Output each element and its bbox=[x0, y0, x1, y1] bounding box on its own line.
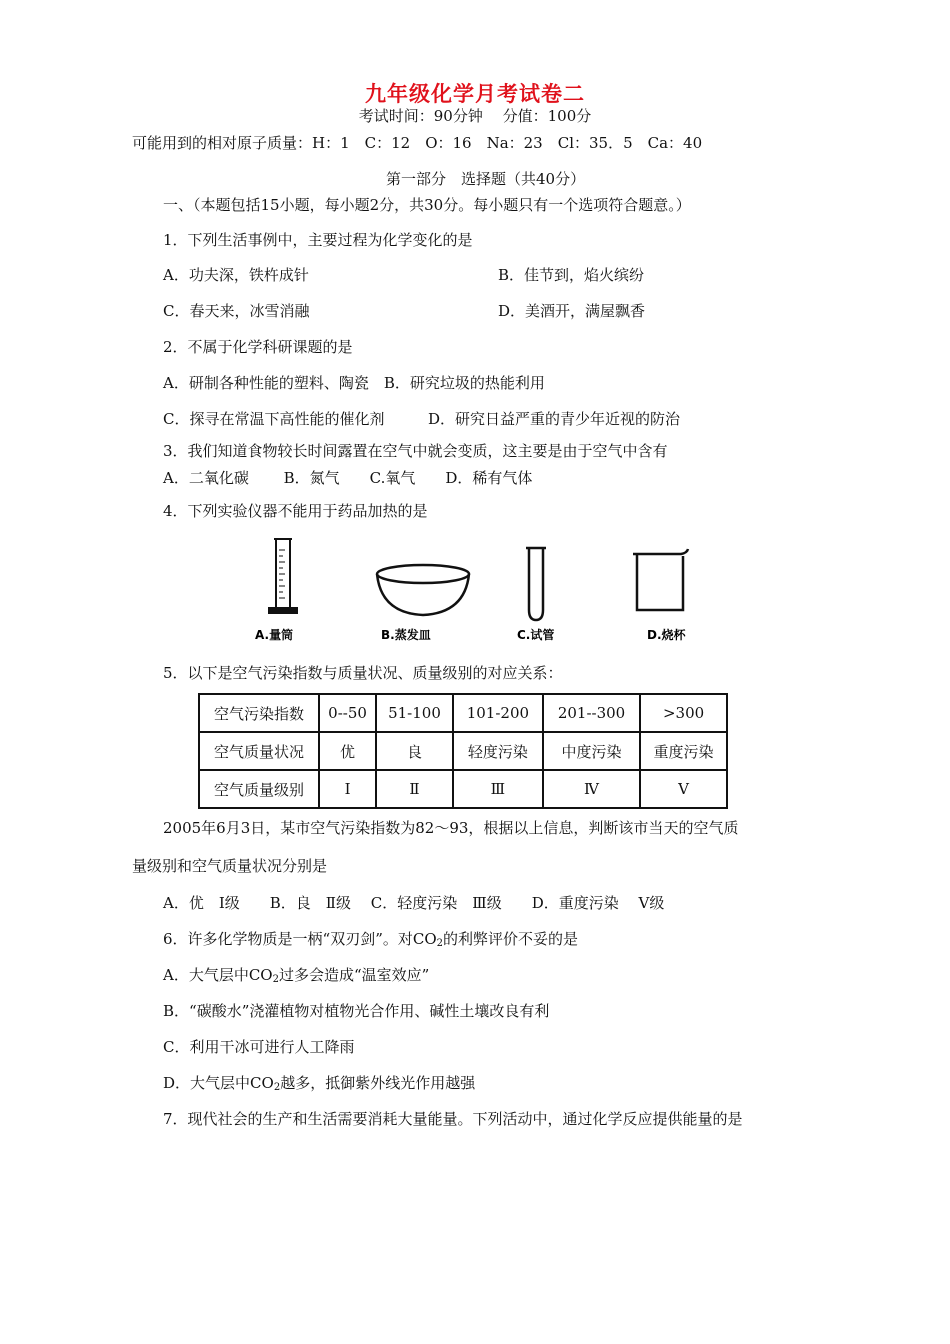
q3-options: A．二氧化碳 B．氮气 C.氧气 D．稀有气体 bbox=[163, 469, 533, 487]
test-tube-icon bbox=[526, 548, 546, 620]
table-row bbox=[199, 770, 727, 808]
atomic-mass-note: 可能用到的相对原子质量：H：1 C：12 O：16 Na：23 Cl：35．5 Ca：40 bbox=[132, 134, 703, 152]
q5-stem: 5．以下是空气污染指数与质量状况、质量级别的对应关系： bbox=[163, 664, 563, 682]
table-cell: 空气质量状况 bbox=[199, 732, 319, 770]
exam-title: 九年级化学月考试卷二 bbox=[365, 82, 585, 106]
q5-options: A．优 Ⅰ级 B．良 Ⅱ级 C．轻度污染 Ⅲ级 D．重度污染 Ⅴ级 bbox=[163, 894, 665, 912]
q3-stem: 3．我们知道食物较长时间露置在空气中就会变质，这主要是由于空气中含有 bbox=[163, 442, 668, 460]
q2-option-c: C．探寻在常温下高性能的催化剂 bbox=[163, 410, 385, 428]
evaporating-dish-icon bbox=[377, 565, 469, 615]
q5-context-line-1: 2005年6月3日，某市空气污染指数为82～93，根据以上信息，判断该市当天的空气质 bbox=[163, 819, 739, 837]
q5-context-line-2: 量级别和空气质量状况分别是 bbox=[132, 857, 328, 875]
table-cell: Ⅱ bbox=[376, 770, 453, 808]
table-cell: Ⅳ bbox=[543, 770, 640, 808]
air-quality-table bbox=[198, 693, 728, 809]
table-cell: 101-200 bbox=[453, 694, 543, 732]
part-one-heading: 第一部分 选择题（共40分） bbox=[386, 170, 586, 188]
q6-option-d: D．大气层中$CO_2$越多，抵御紫外线光作用越强 bbox=[163, 1074, 476, 1093]
q6-option-a: A．大气层中$CO_2$过多会造成“温室效应” bbox=[163, 966, 430, 985]
q7-stem: 7．现代社会的生产和生活需要消耗大量能量。下列活动中，通过化学反应提供能量的是 bbox=[163, 1110, 743, 1128]
q1-option-d: D．美酒开，满屋飘香 bbox=[498, 302, 646, 320]
q1-option-a: A．功夫深，铁杵成针 bbox=[163, 266, 309, 284]
table-cell: 重度污染 bbox=[640, 732, 727, 770]
table-cell: 51-100 bbox=[376, 694, 453, 732]
q2-option-d: D．研究日益严重的青少年近视的防治 bbox=[428, 410, 681, 428]
q1-stem: 1．下列生活事例中，主要过程为化学变化的是 bbox=[163, 231, 473, 249]
table-cell: 201--300 bbox=[543, 694, 640, 732]
label-d: D.烧杯 bbox=[647, 628, 686, 642]
label-c: C.试管 bbox=[517, 628, 555, 642]
q2-options-ab: A．研制各种性能的塑料、陶瓷 B．研究垃圾的热能利用 bbox=[163, 374, 545, 392]
q2-stem: 2．不属于化学科研课题的是 bbox=[163, 338, 353, 356]
q6-stem: 6．许多化学物质是一柄“双刃剑”。对$CO_2$的利弊评价不妥的是 bbox=[163, 930, 579, 949]
section-one-instructions: 一、（本题包括15小题，每小题2分，共30分。每小题只有一个选项符合题意。） bbox=[163, 196, 691, 214]
table-row bbox=[199, 694, 727, 732]
table-cell: 优 bbox=[319, 732, 376, 770]
lab-apparatus-figure bbox=[245, 536, 715, 648]
table-cell: 空气质量级别 bbox=[199, 770, 319, 808]
table-cell: 0--50 bbox=[319, 694, 376, 732]
q1-option-b: B．佳节到，焰火缤纷 bbox=[498, 266, 645, 284]
q1-option-c: C．春天来，冰雪消融 bbox=[163, 302, 310, 320]
table-cell: 中度污染 bbox=[543, 732, 640, 770]
exam-info: 考试时间：90分钟 分值：100分 bbox=[358, 107, 592, 125]
table-row bbox=[199, 732, 727, 770]
q6-option-c: C．利用干冰可进行人工降雨 bbox=[163, 1038, 355, 1056]
q4-stem: 4．下列实验仪器不能用于药品加热的是 bbox=[163, 502, 428, 520]
q6-option-b: B．“碳酸水”浇灌植物对植物光合作用、碱性土壤改良有利 bbox=[163, 1002, 550, 1020]
table-cell: 良 bbox=[376, 732, 453, 770]
table-cell: Ⅲ bbox=[453, 770, 543, 808]
beaker-icon bbox=[633, 549, 688, 610]
table-cell: 空气污染指数 bbox=[199, 694, 319, 732]
graduated-cylinder-icon bbox=[269, 539, 297, 613]
table-cell: 轻度污染 bbox=[453, 732, 543, 770]
table-cell: Ⅰ bbox=[319, 770, 376, 808]
label-a: A.量筒 bbox=[255, 628, 294, 642]
table-cell: Ⅴ bbox=[640, 770, 727, 808]
label-b: B.蒸发皿 bbox=[381, 628, 431, 642]
table-cell: >300 bbox=[640, 694, 727, 732]
